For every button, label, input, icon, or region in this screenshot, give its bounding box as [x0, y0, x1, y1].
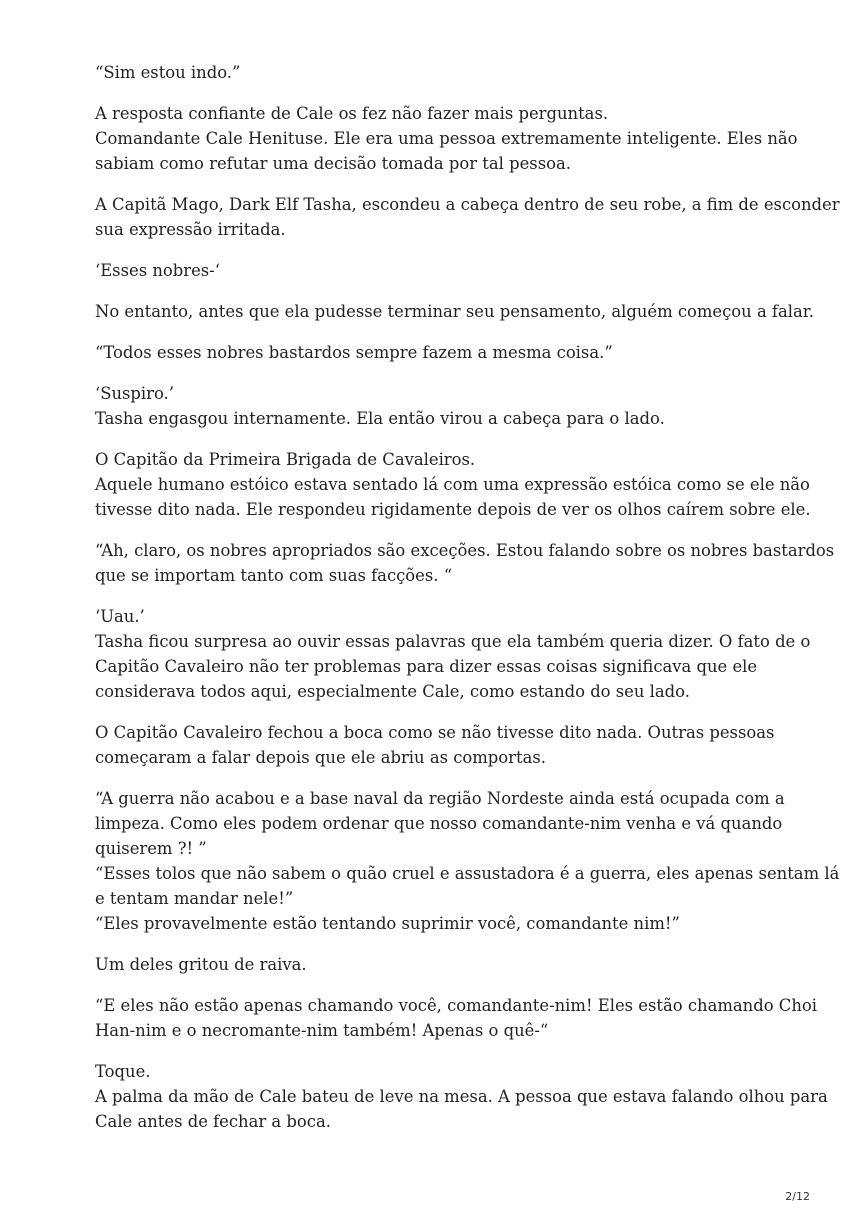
text-line: “Esses tolos que não sabem o quão cruel e assustadora é a guerra, eles apenas sentam lá [95, 864, 840, 883]
text-line: Comandante Cale Henituse. Ele era uma pessoa extremamente inteligente. Eles não [95, 129, 798, 148]
paragraph [95, 340, 795, 365]
paragraph [95, 447, 811, 522]
text-line: A resposta confiante de Cale os fez não fazer mais perguntas. [95, 104, 609, 123]
text-line: ‘Suspiro.’ [95, 384, 174, 403]
paragraph [95, 258, 795, 283]
text-line: limpeza. Como eles podem ordenar que nosso comandante-nim venha e vá quando [95, 814, 783, 833]
text-line: ‘Uau.’ [95, 607, 145, 626]
paragraph [95, 192, 840, 242]
text-line: tivesse dito nada. Ele respondeu rigidamente depois de ver os olhos caírem sobre ele. [95, 500, 811, 519]
text-line: A palma da mão de Cale bateu de leve na mesa. A pessoa que estava falando olhou para [95, 1087, 828, 1106]
text-line: “Eles provavelmente estão tentando suprimir você, comandante nim!” [95, 914, 680, 933]
text-line: “Sim estou indo.” [95, 63, 241, 82]
paragraph [95, 538, 835, 588]
paragraph [95, 299, 815, 324]
document-body [95, 60, 840, 1150]
text-line: O Capitão Cavaleiro fechou a boca como se não tivesse dito nada. Outras pessoas [95, 723, 775, 742]
text-line: Capitão Cavaleiro não ter problemas para dizer essas coisas significava que ele [95, 657, 758, 676]
page-number: 2/12 [785, 1190, 810, 1203]
text-line: “Todos esses nobres bastardos sempre fazem a mesma coisa.” [95, 343, 613, 362]
text-line: “E eles não estão apenas chamando você, comandante-nim! Eles estão chamando Choi [95, 996, 817, 1015]
paragraph [95, 60, 795, 85]
paragraph [95, 381, 795, 431]
paragraph [95, 604, 811, 704]
text-line: “Ah, claro, os nobres apropriados são exceções. Estou falando sobre os nobres bastardos [95, 541, 835, 560]
paragraph [95, 101, 798, 176]
text-line: Toque. [95, 1062, 151, 1081]
text-line: sua expressão irritada. [95, 220, 286, 239]
text-line: quiserem ?! ” [95, 839, 207, 858]
paragraph [95, 952, 795, 977]
paragraph [95, 993, 817, 1043]
text-line: sabiam como refutar uma decisão tomada por tal pessoa. [95, 154, 571, 173]
text-line: A Capitã Mago, Dark Elf Tasha, escondeu a cabeça dentro de seu robe, a fim de esconder [95, 195, 840, 214]
text-line: O Capitão da Primeira Brigada de Cavaleiros. [95, 450, 476, 469]
paragraph [95, 1059, 828, 1134]
text-line: começaram a falar depois que ele abriu as comportas. [95, 748, 546, 767]
text-line: Tasha ficou surpresa ao ouvir essas palavras que ela também queria dizer. O fato de o [95, 632, 811, 651]
text-line: No entanto, antes que ela pudesse terminar seu pensamento, alguém começou a falar. [95, 302, 815, 321]
text-line: e tentam mandar nele!” [95, 889, 294, 908]
text-line: Tasha engasgou internamente. Ela então virou a cabeça para o lado. [95, 409, 665, 428]
paragraph [95, 786, 840, 936]
paragraph [95, 720, 795, 770]
text-line: Um deles gritou de raiva. [95, 955, 307, 974]
text-line: que se importam tanto com suas facções. “ [95, 566, 453, 585]
text-line: “A guerra não acabou e a base naval da região Nordeste ainda está ocupada com a [95, 789, 785, 808]
text-line: Aquele humano estóico estava sentado lá com uma expressão estóica como se ele não [95, 475, 810, 494]
text-line: Cale antes de fechar a boca. [95, 1112, 331, 1131]
text-line: Han-nim e o necromante-nim também! Apenas o quê-“ [95, 1021, 549, 1040]
text-line: considerava todos aqui, especialmente Cale, como estando do seu lado. [95, 682, 690, 701]
text-line: ‘Esses nobres-‘ [95, 261, 220, 280]
